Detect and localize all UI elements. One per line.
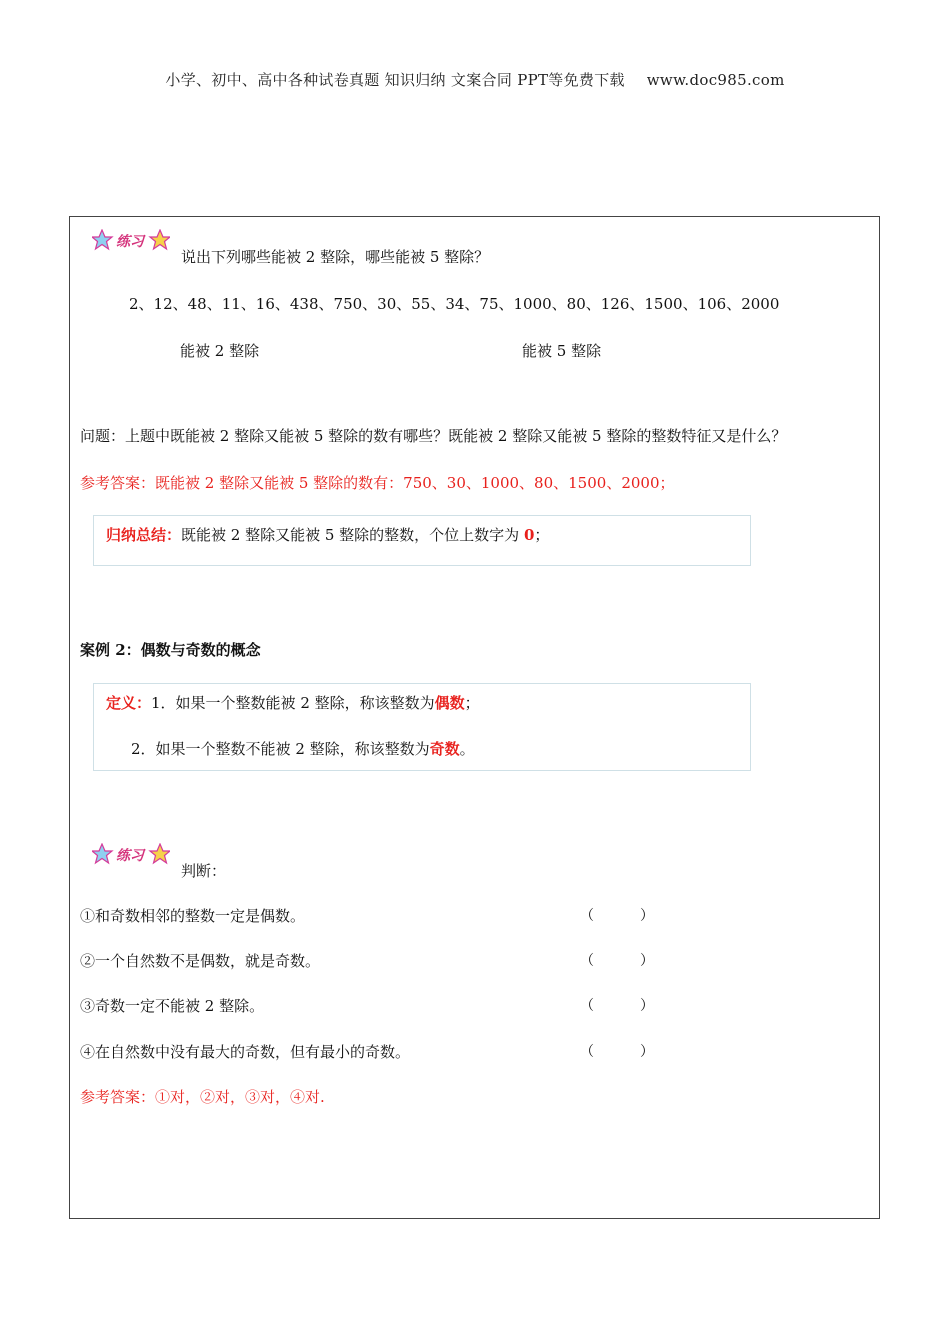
summary-digit: 0 [523, 526, 535, 544]
number-list: 2、12、48、11、16、438、750、30、55、34、75、1000、80、126、1500、106、2000 [129, 295, 780, 313]
badge-label: 练习 [116, 848, 144, 864]
badge-label: 练习 [116, 234, 144, 250]
paren-close-3: ） [640, 998, 654, 1014]
star-icon [92, 843, 170, 867]
paren-close-1: ） [640, 908, 654, 924]
summary-end: ； [534, 526, 550, 544]
judge-item-2: ②一个自然数不是偶数，就是奇数。 [80, 952, 321, 970]
practice-badge-1 [92, 229, 170, 253]
paren-open-3: （ [580, 998, 594, 1014]
divisible-by-5-heading: 能被 5 整除 [522, 342, 602, 360]
paren-open-1: （ [580, 908, 594, 924]
definition-1: 1．如果一个整数能被 2 整除，称该整数为 [151, 694, 435, 712]
practice2-answer: 参考答案：①对，②对，③对，④对. [80, 1088, 325, 1106]
paren-close-2: ） [640, 953, 654, 969]
definition-box [93, 683, 751, 771]
summary-label: 归纳总结： [106, 526, 182, 544]
definition-2-end: 。 [459, 740, 475, 758]
case2-title: 案例 2：偶数与奇数的概念 [80, 641, 261, 659]
question-answer: 参考答案：既能被 2 整除又能被 5 整除的数有：750、30、1000、80、1500、2000； [80, 474, 675, 492]
practice2-prompt: 判断： [181, 862, 227, 880]
summary-box [93, 515, 751, 566]
header-site: www.doc985.com [646, 71, 785, 89]
definition-label: 定义： [106, 694, 152, 712]
definition-2: 2．如果一个整数不能被 2 整除，称该整数为 [131, 740, 430, 758]
paren-open-4: （ [580, 1044, 594, 1060]
question-text: 问题：上题中既能被 2 整除又能被 5 整除的数有哪些？既能被 2 整除又能被 5 整除的整数特征又是什么？ [80, 427, 787, 445]
star-icon [92, 229, 170, 253]
practice-badge-2 [92, 843, 170, 867]
practice1-prompt: 说出下列哪些能被 2 整除，哪些能被 5 整除？ [181, 248, 490, 266]
term-even: 偶数 [434, 694, 465, 712]
paren-close-4: ） [640, 1044, 654, 1060]
divisible-by-2-heading: 能被 2 整除 [180, 342, 260, 360]
header-text: 小学、初中、高中各种试卷真题 知识归纳 文案合同 PPT等免费下载 [165, 71, 625, 89]
judge-item-1: ①和奇数相邻的整数一定是偶数。 [80, 907, 306, 925]
term-odd: 奇数 [429, 740, 460, 758]
judge-item-3: ③奇数一定不能被 2 整除。 [80, 997, 265, 1015]
page-header [0, 69, 950, 90]
summary-text: 既能被 2 整除又能被 5 整除的整数，个位上数字为 [181, 526, 524, 544]
content-frame [69, 216, 880, 1219]
definition-1-end: ； [464, 694, 480, 712]
paren-open-2: （ [580, 953, 594, 969]
judge-item-4: ④在自然数中没有最大的奇数，但有最小的奇数。 [80, 1043, 411, 1061]
